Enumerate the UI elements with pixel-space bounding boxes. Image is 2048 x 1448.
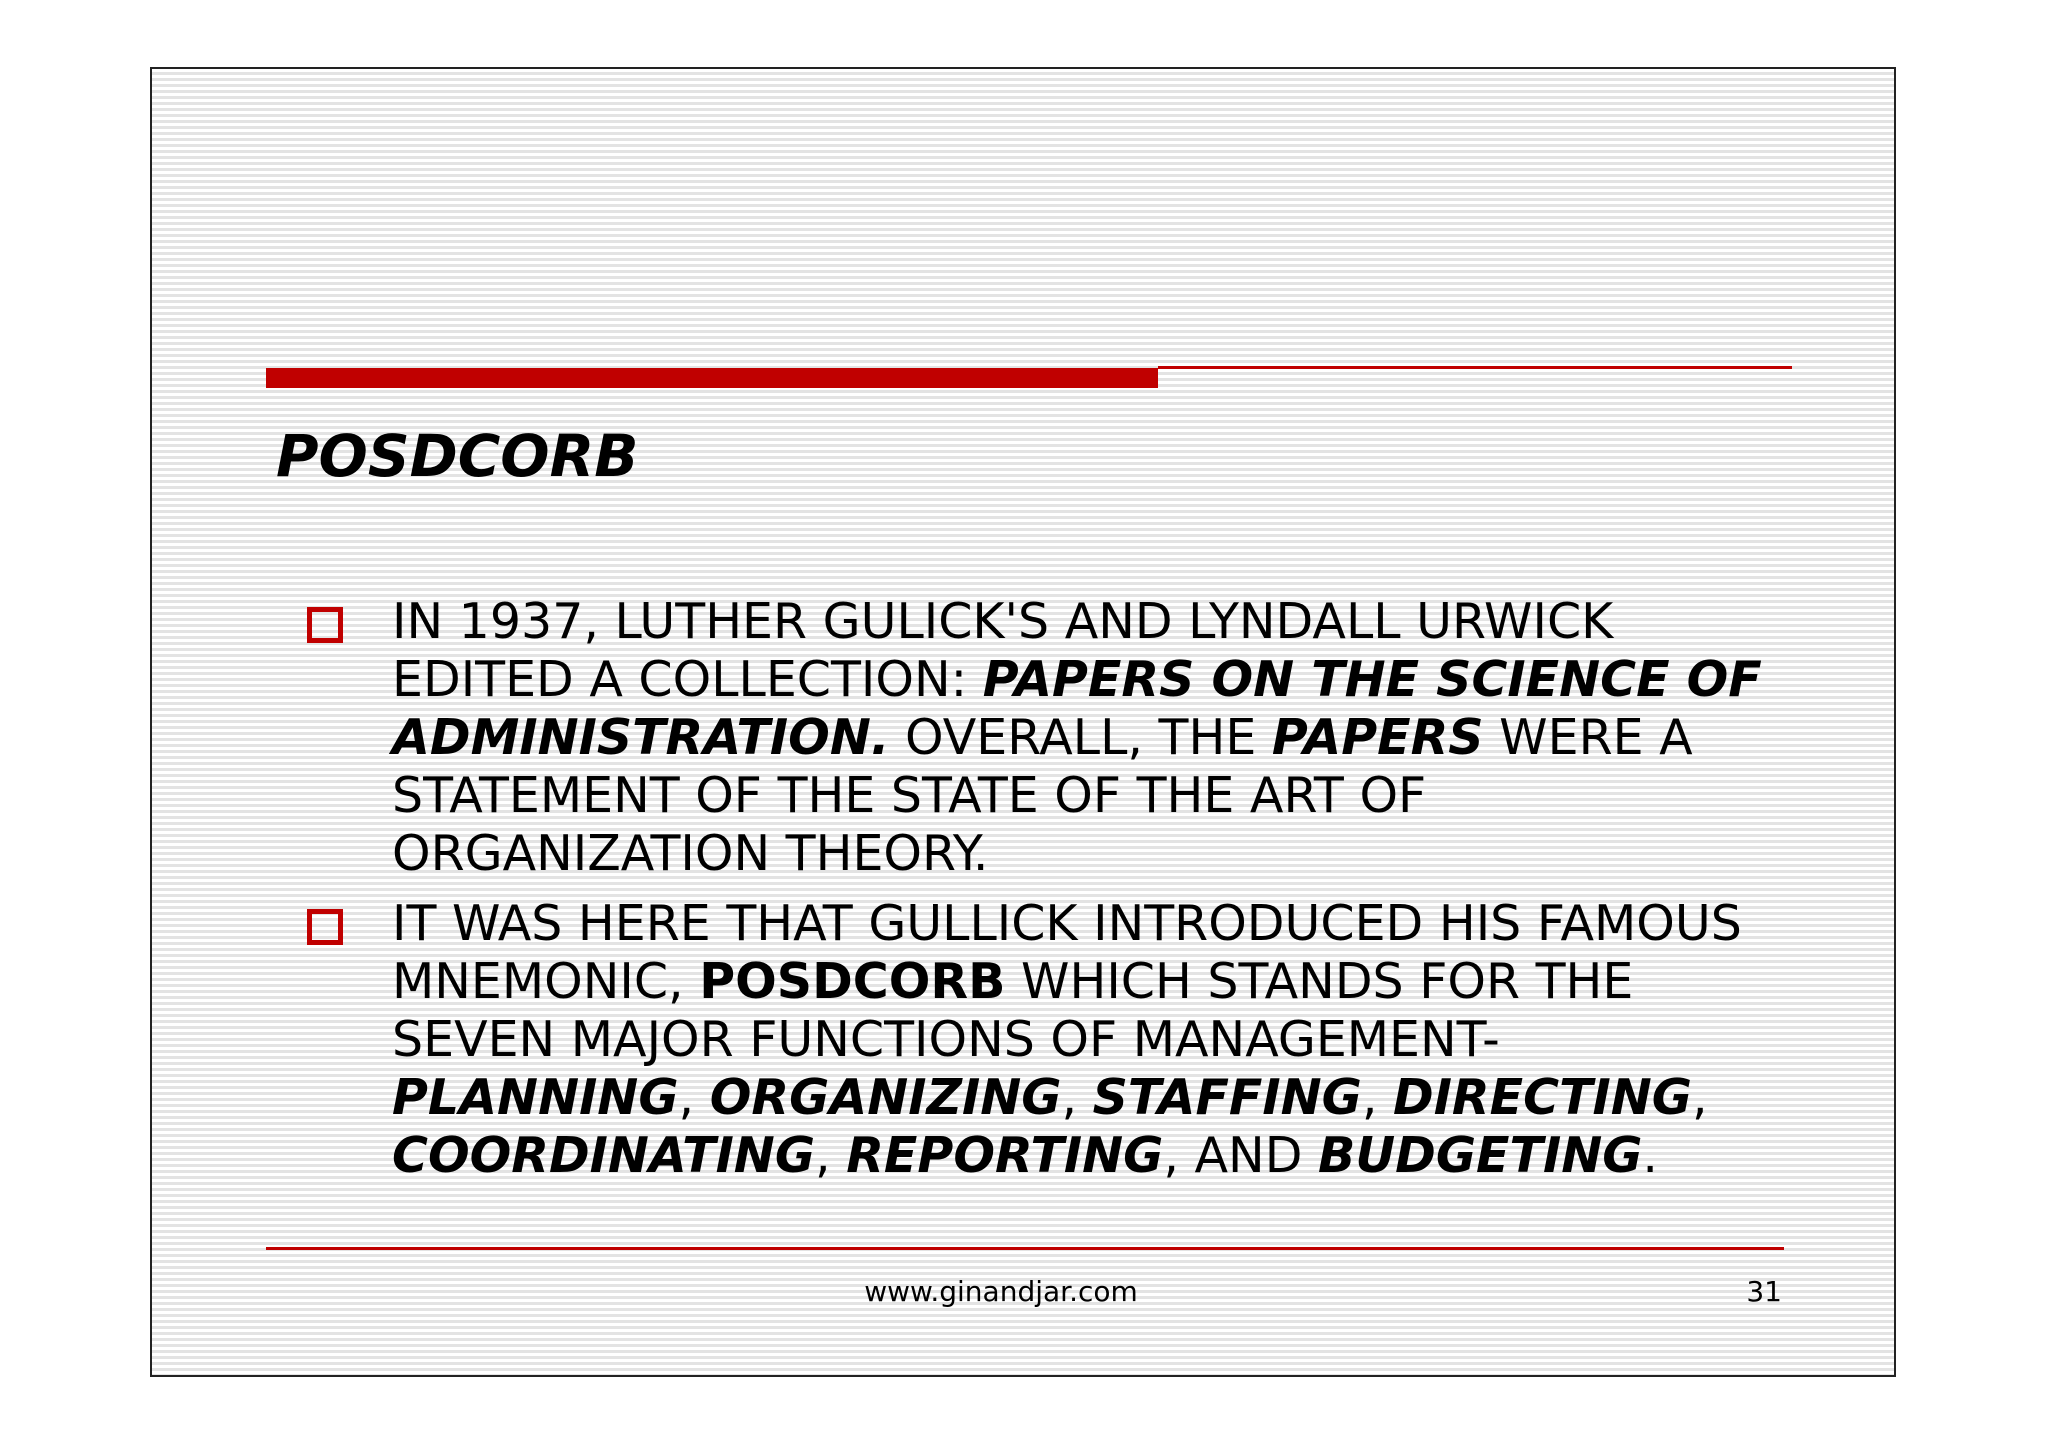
bullet-text-2 xyxy=(392,895,1742,1184)
page-number: 31 xyxy=(1746,1275,1782,1308)
bullet-1-segment: OVERALL, THE xyxy=(889,709,1272,766)
title-accent-bar-thick xyxy=(266,368,1158,388)
slide-title: POSDCORB xyxy=(276,422,639,490)
function-staffing: STAFFING xyxy=(1092,1069,1362,1126)
function-organizing: ORGANIZING xyxy=(709,1069,1062,1126)
bullet-item-1 xyxy=(152,593,1808,883)
footer-url-container xyxy=(152,1275,1898,1309)
bullet-1-segment: IN 1937, LUTHER GULICK'S AND LYNDALL URWICK EDITED A COLLECTION: xyxy=(392,593,1614,708)
bullet-2-segment: , AND xyxy=(1163,1127,1319,1184)
bullet-text-1 xyxy=(392,593,1762,882)
bullet-2-segment: , xyxy=(815,1127,847,1184)
bullet-1-segment-papers: PAPERS xyxy=(1271,709,1484,766)
bullet-2-segment: , xyxy=(1061,1069,1093,1126)
function-reporting: REPORTING xyxy=(846,1127,1164,1184)
bullet-2-segment: IT WAS HERE THAT GULLICK INTRODUCED HIS FAMOUS MNEMONIC, xyxy=(392,895,1742,1010)
hollow-square-bullet-icon xyxy=(307,909,343,945)
footer-url[interactable]: www.ginandjar.com xyxy=(864,1275,1138,1308)
bullet-1-segment: WERE A STATEMENT OF THE STATE OF THE ART OF ORGANIZATION THEORY. xyxy=(392,709,1693,882)
bullet-2-segment-posdcorb: POSDCORB xyxy=(699,953,1006,1010)
bullet-list xyxy=(278,593,1808,1197)
bullet-2-segment: WHICH STANDS FOR THE SEVEN MAJOR FUNCTIONS OF MANAGEMENT- xyxy=(392,953,1634,1068)
bullet-item-2 xyxy=(152,895,1808,1185)
bullet-2-segment: . xyxy=(1642,1127,1658,1184)
function-coordinating: COORDINATING xyxy=(392,1127,816,1184)
function-budgeting: BUDGETING xyxy=(1318,1127,1643,1184)
slide xyxy=(150,67,1896,1377)
title-accent-rule-thin xyxy=(1158,366,1792,369)
footer-divider xyxy=(266,1247,1784,1250)
bullet-2-segment: , xyxy=(1361,1069,1394,1126)
bullet-2-segment: , xyxy=(1691,1069,1708,1126)
function-planning: PLANNING xyxy=(392,1069,679,1126)
bullet-1-segment-book-title: PAPERS ON THE SCIENCE OF ADMINISTRATION. xyxy=(392,651,1762,766)
bullet-2-segment: , xyxy=(678,1069,710,1126)
function-directing: DIRECTING xyxy=(1393,1069,1692,1126)
hollow-square-bullet-icon xyxy=(307,607,343,643)
